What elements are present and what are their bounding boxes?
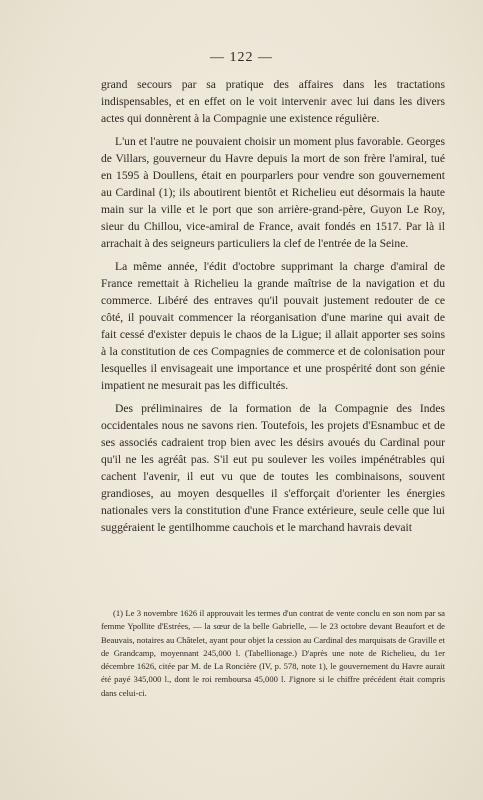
page-number: — 122 — xyxy=(210,50,273,65)
footnote-1: (1) Le 3 novembre 1626 il approuvait les termes d'un contrat de vente conclu en son nom par sa femme Ypollite d'Estrées, — la sœur de la belle Gabrielle, — le 23 octobre devant Beaufort et de Beauvais, notaires au Châtelet, ayant pour objet la cession au Cardinal des marquisats de Graville et de Grandcamp, moyennant 245,000 l. (Tabellionage.) D'après une note de Richelieu, du 1er décembre 1626, citée par M. de La Roncière (IV, p. 578, note 1), le gouvernement du Havre aurait été payé 345,000 l., dont le roi remboursa 45,000 l. J'ignore si le chiffre précédent était compris dans celui-ci. xyxy=(101,608,445,698)
paragraph-2: L'un et l'autre ne pouvaient choisir un moment plus favorable. Georges de Villars, gouverneur du Havre depuis la mort de son frère l'amiral, tué en 1595 à Doullens, était en pourparlers pour vendre son gouvernement au Cardinal (1); ils aboutirent bientôt et Richelieu eut désormais la haute main sur la ville et le port que son arrière-grand-père, Guyon Le Roy, sieur du Chillou, vice-amiral de France, avait fondés en 1517. Par là il arrachait à des seigneurs particuliers la clef de l'entrée de la Seine. xyxy=(101,135,445,250)
paragraph-4: Des préliminaires de la formation de la Compagnie des Indes occidentales nous ne savons rien. Toutefois, les projets d'Esnambuc et de ses associés cadraient trop bien avec les désirs avoués du Cardinal pour qu'il ne les agréât pas. S'il eut pu soulever les voiles impénétrables qui cachent l'avenir, il eut vu que de toutes les combinaisons, souvent grandioses, au moyen desquelles il s'efforçait d'orienter les énergies nationales vers la constitution d'une France extérieure, seule celle que lui suggéraient le gentilhomme cauchois et le marchand havrais devait xyxy=(101,402,445,534)
paragraph-3: La même année, l'édit d'octobre supprimant la charge d'amiral de France remettait à Richelieu la grande maîtrise de la navigation et du commerce. Libéré des entraves qu'il pouvait justement redouter de ce côté, il pouvait commencer la réorganisation d'une marine qui avait de fait cessé d'exister depuis le chaos de la Ligue; il allait apporter ses soins à la constitution de ces Compagnies de commerce et de colonisation pour lesquelles il envisageait une importance et une prospérité dont son génie impatient ne mesurait pas les difficultés. xyxy=(101,260,445,392)
body-text xyxy=(101,76,445,542)
paragraph-1: grand secours par sa pratique des affaires dans les tractations indispensables, et en effet on le voit intervenir avec lui dans les divers actes qui donnèrent à la Compagnie une existence régulière. xyxy=(101,78,445,125)
footnotes xyxy=(101,607,445,700)
